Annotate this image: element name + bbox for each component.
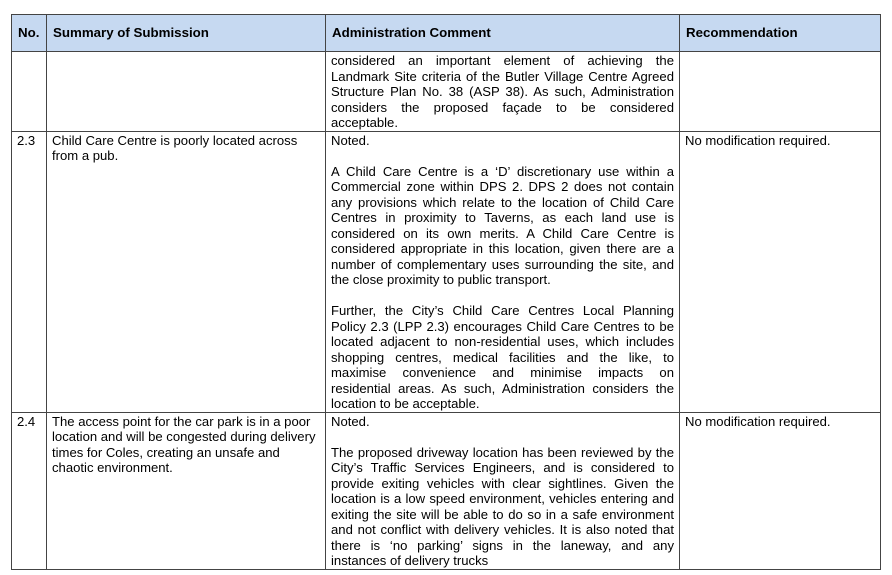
submissions-table	[11, 14, 881, 570]
row-summary: The access point for the car park is in a poor location and will be congested during delivery times for Coles, creating an unsafe and chaotic environment.	[47, 412, 326, 569]
table-row	[12, 131, 881, 412]
row-recommendation: No modification required.	[680, 131, 881, 412]
row-recommendation: No modification required.	[680, 412, 881, 569]
comment-paragraph: Noted.	[331, 132, 370, 148]
row-comment	[326, 412, 680, 569]
header-summary: Summary of Submission	[47, 15, 326, 52]
table-header-row	[12, 15, 881, 52]
row-recommendation	[680, 52, 881, 132]
comment-paragraph: Noted.	[331, 413, 370, 429]
comment-paragraph: The proposed driveway location has been reviewed by the City’s Traffic Services Engineers, and is considered to provide exiting vehicles with clear sightlines. Given the location is a low speed environment, vehicles entering and exiting the site will be able to do so in a safe environment and not conflict with delivery vehicles. It is also noted that there is ‘no parking’ signs in the laneway, and any instances of delivery trucks	[331, 444, 674, 568]
header-comment: Administration Comment	[326, 15, 680, 52]
row-summary: Child Care Centre is poorly located across from a pub.	[47, 131, 326, 412]
comment-paragraph: considered an important element of achieving the Landmark Site criteria of the Butler Village Centre Agreed Structure Plan No. 38 (ASP 38). As such, Administration considers the proposed façade to be considered acceptable.	[331, 53, 674, 130]
row-comment	[326, 131, 680, 412]
row-comment	[326, 52, 680, 132]
row-number: 2.3	[12, 131, 47, 412]
row-summary	[47, 52, 326, 132]
header-recommendation: Recommendation	[680, 15, 881, 52]
row-number: 2.4	[12, 412, 47, 569]
table-row	[12, 412, 881, 569]
row-number	[12, 52, 47, 132]
comment-paragraph: A Child Care Centre is a ‘D’ discretionary use within a Commercial zone within DPS 2. DPS 2 does not contain any provisions which relate to the location of Child Care Centres in proximity to Taverns, as each land use is considered on its own merits. A Child Care Centre is considered appropriate in this location, given there are a number of complementary uses surrounding the site, and the close proximity to public transport.	[331, 163, 674, 287]
comment-paragraph: Further, the City’s Child Care Centres Local Planning Policy 2.3 (LPP 2.3) encourages Child Care Centres to be located adjacent to non-residential uses, which includes shopping centres, medical facilities and the like, to maximise convenience and minimise impacts on residential areas. As such, Administration considers the location to be acceptable.	[331, 303, 674, 411]
header-no: No.	[12, 15, 47, 52]
table-row	[12, 52, 881, 132]
